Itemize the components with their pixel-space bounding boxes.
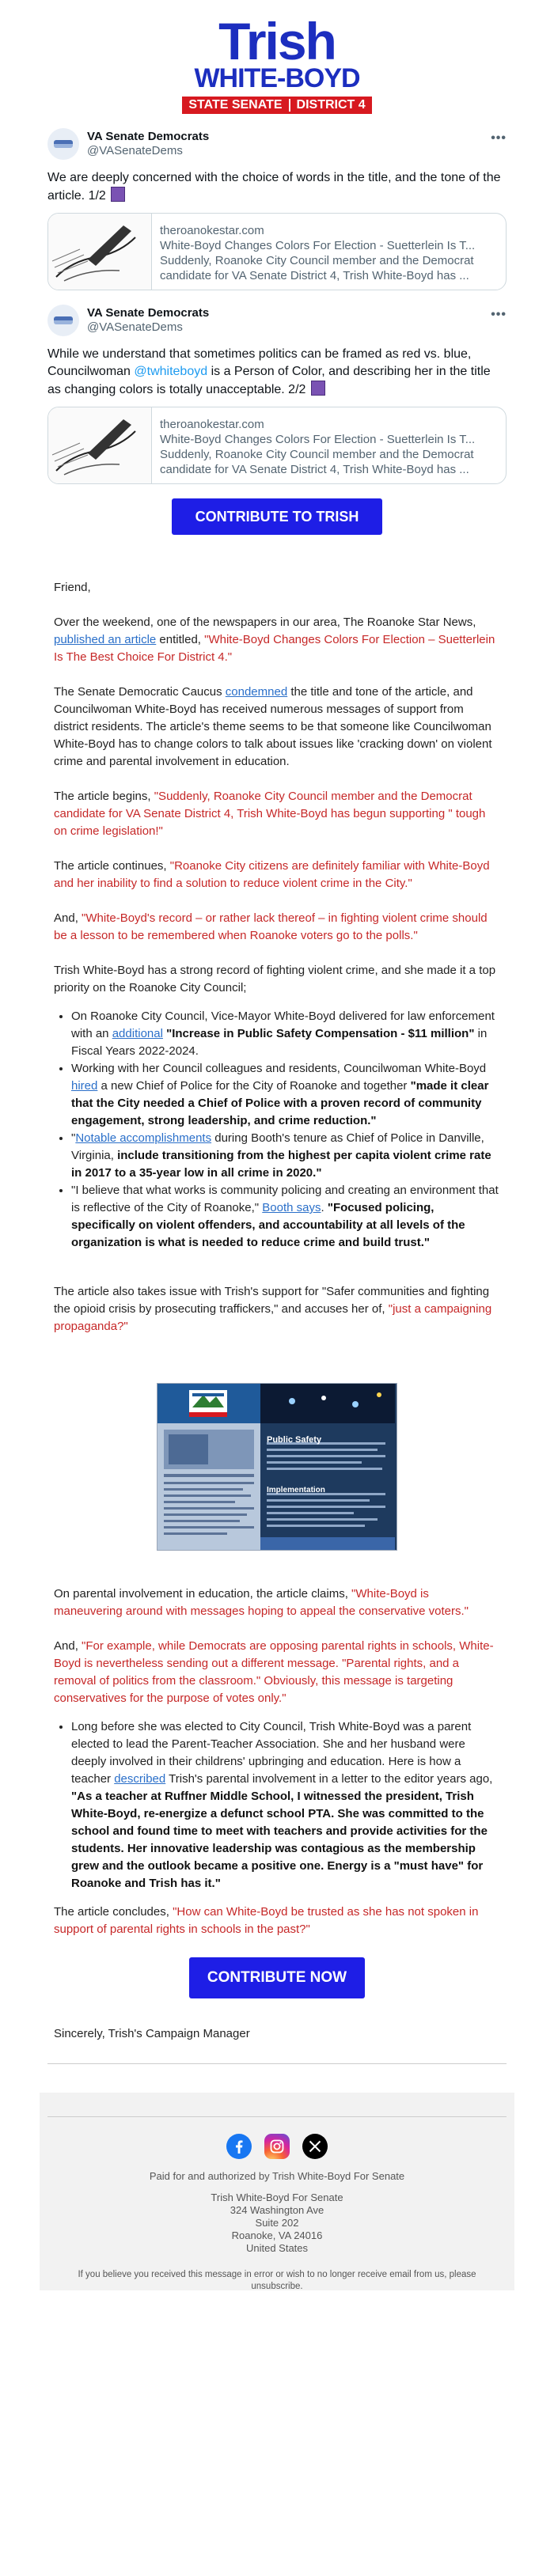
- published-article-link[interactable]: published an article: [54, 633, 157, 646]
- paragraph: [54, 614, 500, 666]
- paragraph: [54, 910, 500, 945]
- quote-text: "Roanoke City citizens are definitely familiar with White-Boyd and her inability to find a solution to reduce violent crime in the City.": [54, 859, 490, 890]
- bold-text: "made it clear that the City needed a Chief of Police with a proven record of community engagement, strong leadership, and crime reduction.": [71, 1079, 489, 1127]
- pen-sketch-icon: [48, 214, 151, 290]
- address-line: Roanoke, VA 24016: [231, 2229, 323, 2241]
- paragraph: [54, 684, 500, 771]
- text: The Senate Democratic Caucus: [54, 685, 226, 699]
- unsubscribe-notice[interactable]: If you believe you received this message in error or wish to no longer receive email from us, please unsubscribe.: [78, 2270, 476, 2291]
- senate-dems-logo-icon: [54, 316, 73, 324]
- senate-dems-logo-icon: [54, 140, 73, 148]
- paragraph: [54, 788, 500, 840]
- text: ": [71, 1131, 76, 1145]
- card-description: Suddenly, Roanoke City Council member and the Democrat candidate for VA Senate District 4, Trish White-Boyd has ...: [160, 448, 474, 476]
- promo-right-panel: [260, 1384, 397, 1550]
- email-page: [0, 12, 554, 2309]
- signoff-section: [0, 2025, 554, 2043]
- text: the title and tone of the article, and Councilwoman White-Boyd has received numerous messages of support from district residents. The article's theme seems to be that someone like Councilwoman White-Boyd has to change colors to talk about issues like 'cracking down' on violent crime and parental involvement in education.: [54, 685, 492, 768]
- text: Long before she was elected to City Council, Trish White-Boyd was a parent elected to lead the Parent-Teacher Association. She and her husband were deeply involved in their childrens' upbringing and education. Here is how a teacher: [71, 1720, 472, 1786]
- record-list: [54, 1008, 500, 1252]
- tweet-author-handle[interactable]: @VASenateDems: [87, 320, 183, 334]
- logo-bar-right: DISTRICT 4: [296, 98, 366, 112]
- quote-text: "How can White-Boyd be trusted as she has not spoken in support of parental rights in schools in the past?": [54, 1905, 479, 1936]
- tweet-text-a: While we understand that sometimes politics can be framed as red vs. blue, Councilwoman: [47, 347, 472, 378]
- tweet-embed[interactable]: [47, 305, 507, 484]
- tweet-header: [47, 128, 507, 160]
- text: entitled,: [156, 633, 205, 646]
- card-title: White-Boyd Changes Colors For Election - Suetterlein Is T...: [160, 239, 476, 252]
- promo-title: Public Safety: [267, 1435, 322, 1445]
- divider: [47, 2063, 507, 2064]
- x-icon[interactable]: [302, 2134, 328, 2159]
- paragraph: [54, 858, 500, 892]
- additional-link[interactable]: additional: [112, 1027, 163, 1040]
- facebook-icon[interactable]: [226, 2134, 252, 2159]
- address-line: Trish White-Boyd For Senate: [211, 2191, 343, 2203]
- card-body: [152, 214, 486, 290]
- card-body: [152, 407, 486, 483]
- tweet-author: [87, 306, 209, 335]
- contribute-to-trish-button[interactable]: CONTRIBUTE TO TRISH: [172, 498, 382, 535]
- text: Trish's parental involvement in a letter to the editor years ago,: [165, 1772, 493, 1786]
- card-title: White-Boyd Changes Colors For Election - Suetterlein Is T...: [160, 433, 476, 446]
- card-domain: theroanokestar.com: [160, 418, 264, 431]
- card-domain: theroanokestar.com: [160, 224, 264, 237]
- city-night-photo-icon: [260, 1384, 395, 1550]
- text: And,: [54, 1639, 82, 1653]
- tweet-text-b: is a Person of Color, and describing her in the title as changing colors is totally unacceptable. 2/2: [47, 365, 491, 396]
- quote-text: "White-Boyd is maneuvering around with messages hoping to appeal the conservative voters.": [54, 1587, 469, 1618]
- instagram-glyph-icon: [269, 2138, 285, 2154]
- paragraph: Trish White-Boyd has a strong record of fighting violent crime, and she made it a top priority on the Roanoke City Council;: [54, 964, 496, 994]
- campaign-logo: [182, 12, 372, 114]
- text: during Booth's tenure as Chief of Police in Danville, Virginia,: [71, 1131, 484, 1162]
- pen-sketch-icon: [48, 407, 151, 483]
- text: .: [321, 1201, 328, 1214]
- hired-link[interactable]: hired: [71, 1079, 98, 1093]
- card-description: Suddenly, Roanoke City Council member and the Democrat candidate for VA Senate District 4, Trish White-Boyd has ...: [160, 254, 474, 282]
- text: "I believe that what works is community policing and creating an environment that is reflective of the City of Roanoke,": [71, 1184, 499, 1214]
- tweet-author-name[interactable]: VA Senate Democrats: [87, 130, 210, 143]
- email-body: [0, 579, 554, 1938]
- link-card[interactable]: [47, 407, 507, 484]
- text: On Roanoke City Council, Vice-Mayor White-Boyd delivered for law enforcement with an: [71, 1010, 495, 1040]
- logo-first-name: Trish: [218, 12, 336, 70]
- paragraph: [54, 1904, 500, 1938]
- quote-text: "Suddenly, Roanoke City Council member and the Democrat candidate for VA Senate District 4, Trish White-Boyd has begun supporting " tough on crime legislation!": [54, 790, 486, 838]
- text: in Fiscal Years 2022-2024.: [71, 1027, 488, 1058]
- list-item: [71, 1060, 500, 1130]
- text: Over the weekend, one of the newspapers in our area, The Roanoke Star News,: [54, 616, 476, 629]
- x-glyph-icon: [309, 2140, 321, 2153]
- promo-subtitle: Implementation: [267, 1486, 325, 1494]
- mention-link[interactable]: @twhiteboyd: [134, 365, 208, 378]
- tweet-header: [47, 305, 507, 336]
- avatar[interactable]: [47, 128, 79, 160]
- bold-text: "Focused policing, specifically on violent offenders, and accountability at all levels of the organization is what is needed to reduce crime and build trust.": [71, 1201, 465, 1249]
- tweet-author-name[interactable]: VA Senate Democrats: [87, 306, 210, 320]
- text: The article concludes,: [54, 1905, 173, 1919]
- bottom-spacer: [0, 2290, 554, 2309]
- tweet-author: [87, 130, 209, 158]
- list-item: [71, 1130, 500, 1182]
- avatar[interactable]: [47, 305, 79, 336]
- text: The article begins,: [54, 790, 154, 803]
- tweet-text: [47, 169, 507, 205]
- text: Working with her Council colleagues and residents, Councilwoman White-Boyd: [71, 1062, 487, 1075]
- public-safety-image: [157, 1383, 397, 1551]
- promo-left-panel: [157, 1384, 260, 1550]
- logo-bar-left: STATE SENATE: [188, 98, 283, 112]
- described-link[interactable]: described: [114, 1772, 166, 1786]
- card-thumbnail: [48, 407, 152, 483]
- quote-text: "For example, while Democrats are opposing parental rights in schools, White-Boyd is nevertheless sending out a different message. "Parental rights, and a removal of politics from the classroom." Obviously, this message is targeting conservatives for the purpose of votes only.": [54, 1639, 494, 1705]
- facebook-glyph-icon: [232, 2139, 246, 2154]
- paragraph: [54, 1638, 500, 1707]
- quote-text: "just a campaigning propaganda?": [54, 1302, 492, 1333]
- mailing-address: [40, 2191, 514, 2255]
- text: The article continues,: [54, 859, 170, 873]
- tweet-embed[interactable]: [47, 128, 507, 290]
- more-options-icon[interactable]: •••: [491, 131, 507, 145]
- link-card[interactable]: [47, 213, 507, 290]
- contribute-now-button[interactable]: CONTRIBUTE NOW: [189, 1957, 365, 1998]
- emoji-icon: [111, 187, 125, 202]
- tweet-text: [47, 346, 507, 399]
- instagram-icon[interactable]: [264, 2134, 290, 2159]
- roanoke-brochure-icon: [157, 1384, 260, 1550]
- more-options-icon[interactable]: •••: [491, 308, 507, 321]
- text: On parental involvement in education, the article claims,: [54, 1587, 352, 1601]
- quote-text: "White-Boyd Changes Colors For Election – Suetterlein Is The Best Choice For District 4.": [54, 633, 495, 664]
- greeting: Friend,: [54, 581, 91, 594]
- text: a new Chief of Police for the City of Roanoke and together: [97, 1079, 411, 1093]
- footer: [40, 2093, 514, 2290]
- contribute-top-wrap: [0, 484, 554, 535]
- footer-divider: [47, 2116, 507, 2117]
- emoji-icon: [311, 381, 325, 396]
- contribute-bottom-wrap: [0, 1938, 554, 1998]
- tweet-text-body: We are deeply concerned with the choice of words in the title, and the tone of the article. 1/2: [47, 171, 501, 203]
- notable-accomplishments-link[interactable]: Notable accomplishments: [75, 1131, 212, 1145]
- bold-text: include transitioning from the highest per capita violent crime rate in 2017 to a 35-year low in all crime in 2020.": [71, 1149, 491, 1180]
- logo-bar-separator: [289, 99, 290, 112]
- card-thumbnail: [48, 214, 152, 290]
- text: The article also takes issue with Trish's support for "Safer communities and fighting the opioid crisis by prosecuting traffickers," and accuses her of,: [54, 1285, 490, 1316]
- address-line: Suite 202: [255, 2217, 299, 2229]
- signoff: Sincerely, Trish's Campaign Manager: [54, 2027, 250, 2040]
- paid-for-disclaimer: Paid for and authorized by Trish White-Boyd For Senate: [149, 2170, 405, 2182]
- logo-bar: [182, 97, 372, 114]
- condemned-link[interactable]: condemned: [225, 685, 288, 699]
- pta-list: [54, 1718, 500, 1892]
- booth-says-link[interactable]: Booth says: [262, 1201, 321, 1214]
- text: And,: [54, 911, 82, 925]
- social-links: [40, 2093, 514, 2159]
- list-item: [71, 1008, 500, 1060]
- list-item: [71, 1182, 500, 1252]
- list-item: [71, 1718, 500, 1892]
- paragraph: [54, 1283, 500, 1335]
- bold-text: "Increase in Public Safety Compensation - $11 million": [166, 1027, 475, 1040]
- bold-text: "As a teacher at Ruffner Middle School, I witnessed the president, Trish White-Boyd, re-energize a defunct school PTA. She was committed to the school and found time to meet with teachers and provide activities for the students. Her innovative leadership was contagious as the membership grew and the outlook became a positive one. Energy is a "must have" for Roanoke and Trish has it.": [71, 1790, 488, 1890]
- address-line: United States: [245, 2242, 309, 2254]
- quote-text: "White-Boyd's record – or rather lack thereof – in fighting violent crime should be a lesson to be remembered when Roanoke voters go to the polls.": [54, 911, 488, 942]
- logo-last-name: WHITE-BOYD: [194, 63, 360, 93]
- tweet-author-handle[interactable]: @VASenateDems: [87, 144, 183, 157]
- paragraph: [54, 1585, 500, 1620]
- address-line: 324 Washington Ave: [230, 2204, 324, 2216]
